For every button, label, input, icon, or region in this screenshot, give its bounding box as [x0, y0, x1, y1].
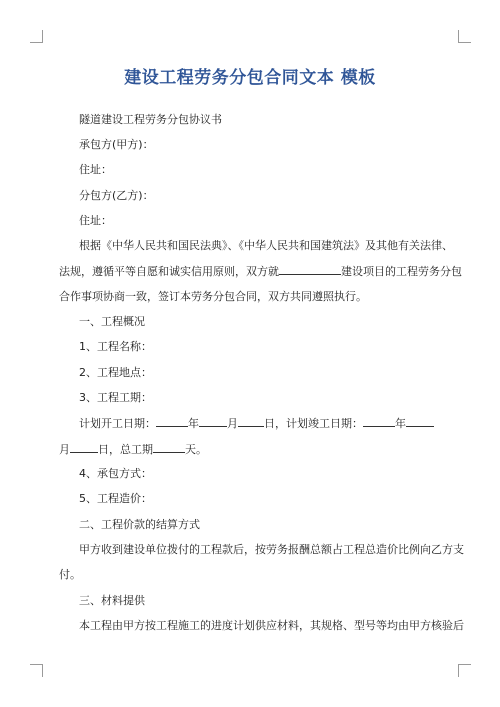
total-period-label: 日，总工期	[98, 443, 153, 456]
month-label: 月	[227, 417, 238, 430]
year-label: 年	[395, 417, 406, 430]
days-label: 天。	[185, 443, 207, 456]
contract-mode-field: 4、承包方式：	[79, 467, 152, 480]
end-year-blank	[363, 416, 395, 427]
intro-text-b: 建设项目的工程劳务分包	[341, 265, 462, 278]
start-day-blank	[238, 416, 264, 427]
intro-line-2	[59, 264, 462, 279]
year-label: 年	[188, 417, 199, 430]
project-period-field: 3、工程工期：	[79, 391, 152, 404]
project-location-field: 2、工程地点：	[79, 366, 152, 379]
intro-line-3: 合作事项协商一致，签订本劳务分包合同，双方共同遵照执行。	[59, 290, 367, 303]
section-2-heading: 二、工程价款的结算方式	[79, 518, 200, 531]
end-month-blank	[406, 416, 434, 427]
section-3-heading: 三、材料提供	[79, 594, 145, 607]
party-a-address: 住址：	[79, 163, 112, 176]
month-label: 月	[59, 443, 70, 456]
planned-dates-line-2	[59, 442, 439, 457]
materials-line-1: 本工程由甲方按工程施工的进度计划供应材料，其规格、型号等均由甲方核验后	[79, 619, 464, 632]
planned-dates-line-1	[59, 416, 459, 431]
intro-line-1: 根据《中华人民共和国民法典》、《中华人民共和国建筑法》及其他有关法律、	[79, 239, 453, 252]
total-days-blank	[153, 442, 185, 453]
payment-line-1: 甲方收到建设单位拨付的工程款后，按劳务报酬总额占工程总造价比例向乙方支	[79, 543, 464, 556]
page-corner-mark-top-left	[30, 30, 43, 43]
project-name-blank	[279, 264, 341, 275]
start-month-blank	[199, 416, 227, 427]
payment-line-2: 付。	[59, 568, 81, 581]
page-corner-mark-bottom-right	[458, 664, 471, 677]
page-corner-mark-bottom-left	[30, 664, 43, 677]
intro-text-a: 法规，遵循平等自愿和诚实信用原则，双方就	[59, 265, 279, 278]
project-cost-field: 5、工程造价：	[79, 492, 152, 505]
agreement-heading: 隧道建设工程劳务分包协议书	[79, 113, 222, 126]
party-b-address: 住址：	[79, 214, 112, 227]
start-year-blank	[156, 416, 188, 427]
project-name-field: 1、工程名称：	[79, 340, 152, 353]
section-1-heading: 一、工程概况	[79, 315, 145, 328]
party-b-label: 分包方(乙方)：	[79, 189, 154, 202]
page-corner-mark-top-right	[458, 30, 471, 43]
start-date-label: 计划开工日期：	[79, 417, 156, 430]
end-date-label: 日，计划竣工日期：	[264, 417, 363, 430]
document-title: 建设工程劳务分包合同文本 模板	[124, 68, 376, 88]
party-a-label: 承包方(甲方)：	[79, 138, 154, 151]
end-day-blank	[70, 442, 98, 453]
